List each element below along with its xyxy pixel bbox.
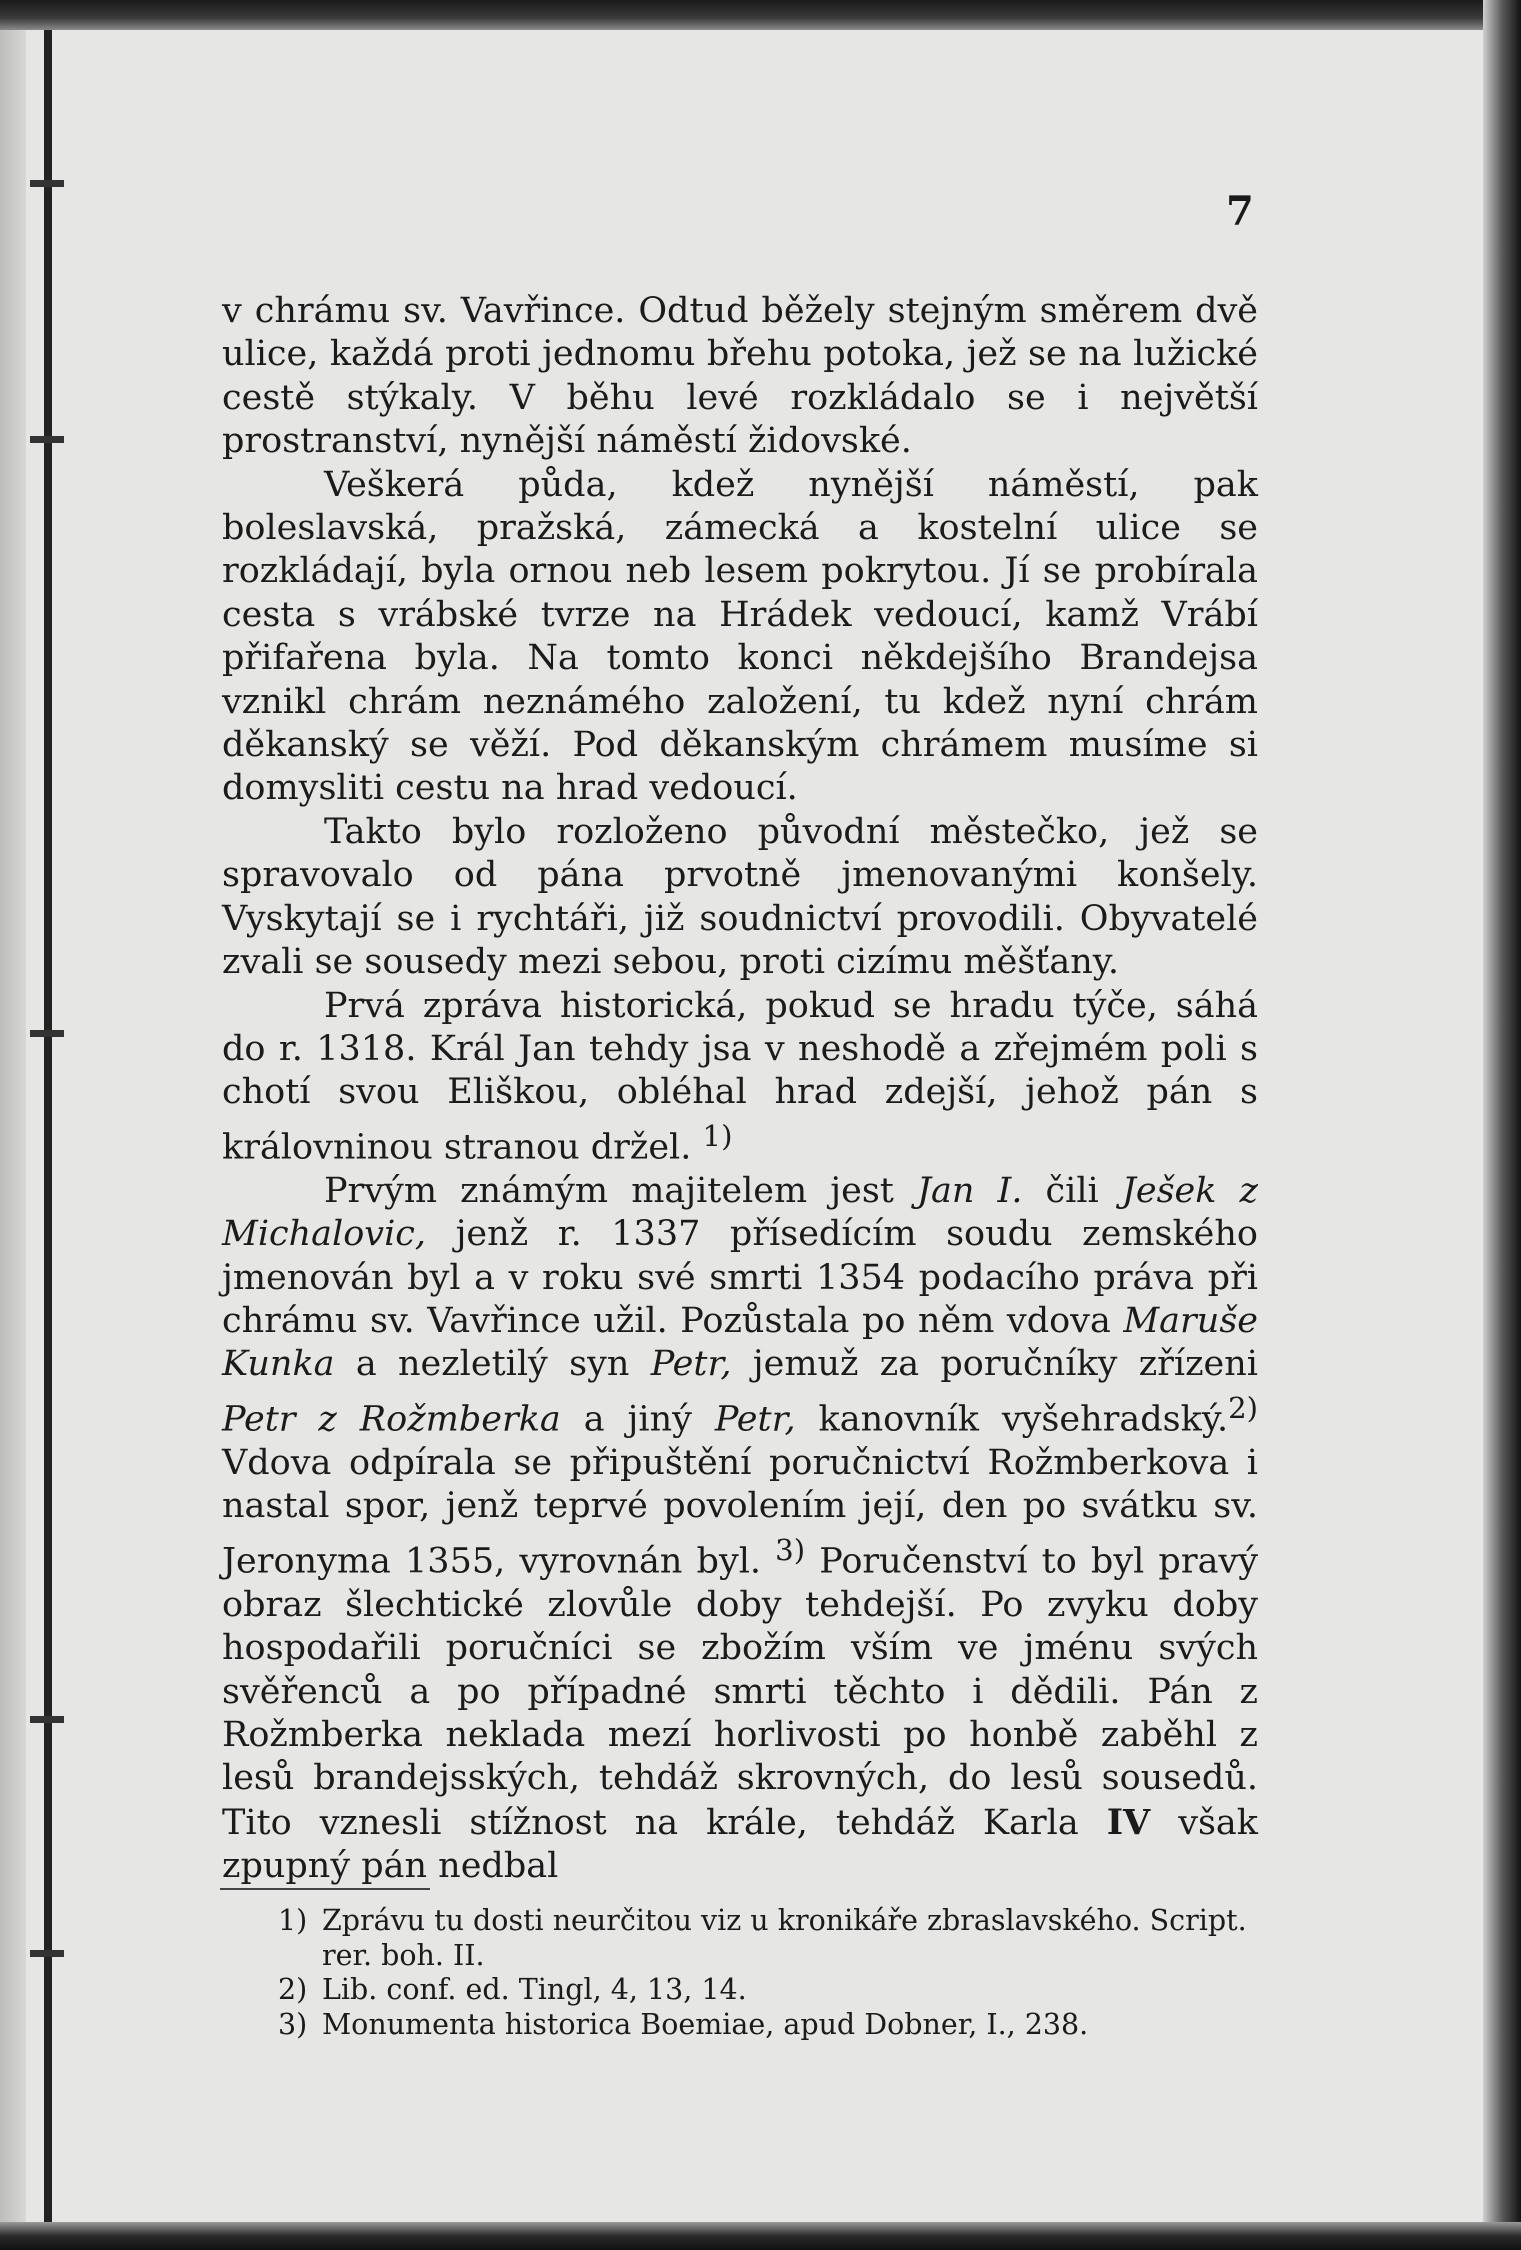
binding-tick [30,436,64,443]
paragraph: v chrámu sv. Vavřince. Odtud běžely stejným směrem dvě ulice, každá proti jednomu břehu potoka, jež se na lužické cestě stýkaly. V běhu levé rozkládalo se i největší prostranství, nynější náměstí židovské. [222,291,1258,462]
footnote-mark: 3) [278,2007,308,2041]
binding-tick [30,180,64,187]
binding-tick [30,1950,64,1957]
footnote-text: Monumenta historica Boemiae, apud Dobner, I., 238. [322,2007,1089,2041]
paragraph-text: však zpupný pán nedbal [222,1802,1258,1887]
paragraph-text: Vdova odpírala se připuštění poručnictví Rožmberkova i nastal spor, jenž teprvé povolením její, den po svátku sv. Jeronyma 1355, vyrovnán byl. [222,1442,1258,1582]
paragraph [222,985,1258,1170]
paragraph-text: jemuž za poručníky zřízeni [731,1344,1258,1385]
scan-right-edge [1483,0,1521,2250]
paragraph [222,1170,1258,1889]
footnote [278,1973,1268,2008]
footnote-ref: 2) [1228,1390,1259,1425]
binding-tick [30,1030,64,1037]
scan-top-edge [0,0,1521,30]
body-text [222,290,1258,1889]
footnote-text: Zprávu tu dosti neurčitou viz u kronikáře zbraslavského. Script. rer. boh. II. [322,1904,1247,1972]
footnote [278,1904,1268,1973]
person-name: Jan I. [916,1170,1023,1211]
paragraph-text: kanovník vyšehradský. [795,1399,1229,1440]
scan-spine-shadow [0,30,26,2225]
person-name: Maruše Kunka [222,1301,1258,1385]
footnote-divider [220,1888,430,1890]
footnote-mark: 2) [278,1973,308,2006]
paragraph-text: čili [1022,1170,1122,1211]
paragraph-text: a nezletilý syn [334,1344,651,1385]
paragraph-text: a jiný [560,1399,715,1440]
footnote-ref: 3) [775,1532,806,1567]
person-name: Petr, [714,1399,796,1440]
paragraph-text: Prvým známým majitelem jest [324,1170,917,1211]
page-number: 7 [1226,188,1254,235]
paragraph-text: Prvá zpráva historická, pokud se hradu týče, sáhá do r. 1318. Král Jan tehdy jsa v neshodě a zřejmém poli s chotí svou Eliškou, obléhal hrad zdejší, jehož pán s královninou stranou držel. [222,985,1258,1168]
paragraph: Veškerá půda, kdež nynější náměstí, pak boleslavská, pražská, zámecká a kostelní ulice se rozkládají, byla ornou neb lesem pokrytou. Jí se probírala cesta s vrábské tvrze na Hrádek vedoucí, kamž Vrábí přifařena byla. Na tomto konci někdejšího Brandejsa vznikl chrám neznámého založení, tu kdež nyní chrám děkanský se věží. Pod děkanským chrámem musíme si domysliti cestu na hrad vedoucí. [222,464,1258,809]
paragraph-text: Poručenství to byl pravý obraz šlechtické zlovůle doby tehdejší. Po zvyku doby hospodařili poručníci se zbožím vším ve jménu svých svěřenců a po případné smrti těchto i dědili. Pán z Rožmberka neklada mezí horlivosti po honbě zaběhl z lesů brandejsských, tehdáž skrovných, do lesů sousedů. Tito vznesli stížnost na krále, tehdáž Karla [222,1541,1258,1843]
footnote-text: Lib. conf. ed. Tingl, 4, 13, 14. [322,1973,747,2006]
footnotes [278,1904,1268,2042]
person-name: Petr, [650,1344,732,1385]
scan-bottom-edge [0,2222,1521,2250]
person-name: Petr z Rožmberka [222,1399,561,1440]
paragraph-text: jenž r. 1337 přísedícím soudu zemského jmenován byl a v roku své smrti 1354 podacího práva při chrámu sv. Vavřince užil. Pozůstala po něm vdova [222,1214,1258,1341]
binding-tick [30,1716,64,1723]
footnote [278,2008,1268,2043]
person-name: Ješek z Michalovic, [222,1170,1258,1255]
footnote-ref: 1) [702,1118,733,1153]
roman-numeral: IV [1106,1801,1151,1843]
binding-line [44,30,52,2225]
footnote-mark: 1) [278,1904,308,1937]
paragraph: Takto bylo rozloženo původní městečko, jež se spravovalo od pána prvotně jmenovanými konšely. Vyskytají se i rychtáři, již soudnictví provodili. Obyvatelé zvali se sousedy mezi sebou, proti cizímu měšťany. [222,811,1258,983]
